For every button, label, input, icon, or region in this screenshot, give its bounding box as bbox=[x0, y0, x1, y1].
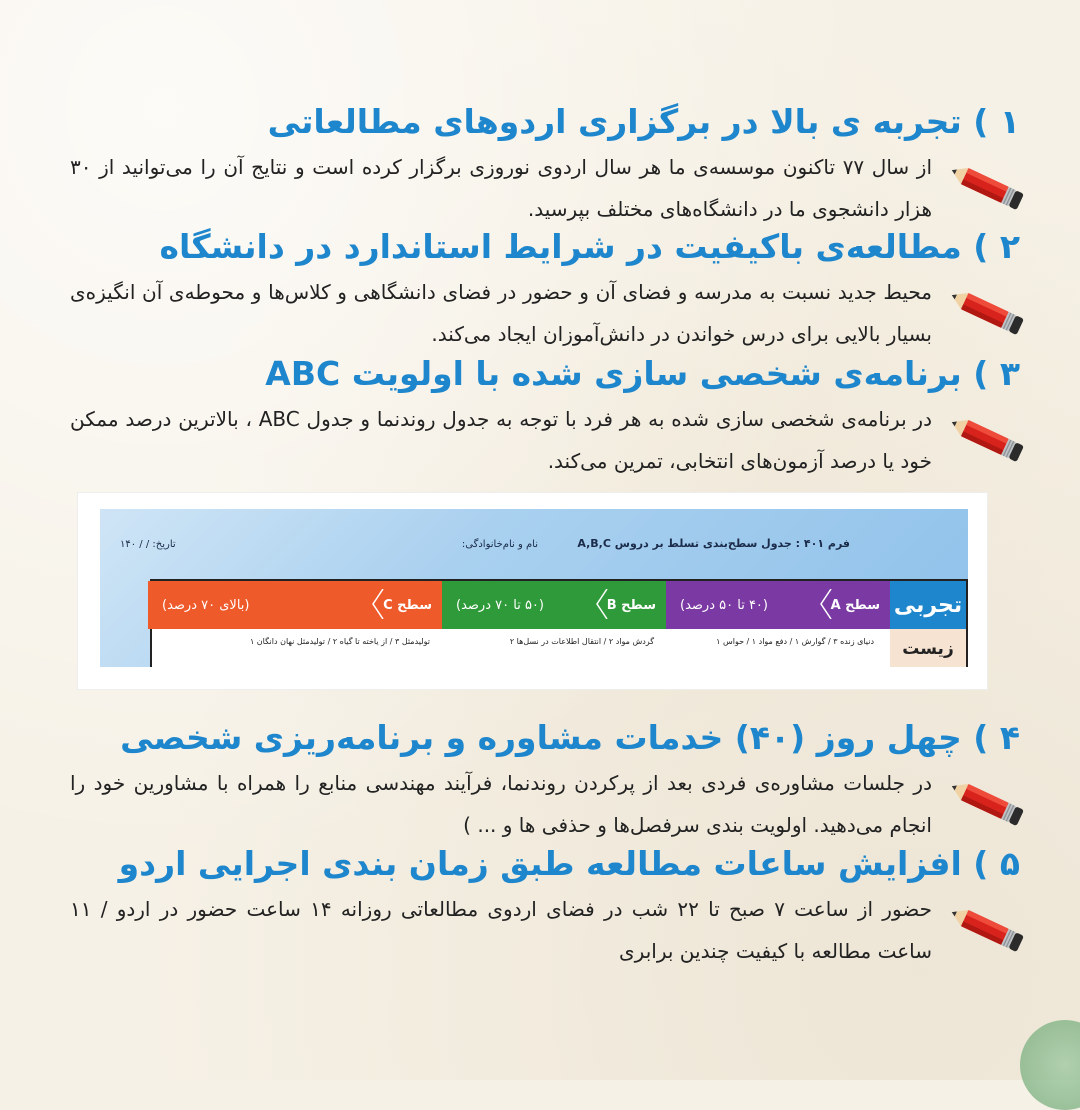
section-1-heading bbox=[70, 100, 1020, 144]
pencil-icon bbox=[938, 398, 1020, 478]
section-2 bbox=[70, 225, 1020, 355]
table-student-name-label: نام و نام‌خانوادگی: bbox=[461, 539, 538, 550]
section-1 bbox=[70, 100, 1020, 230]
abc-table-image bbox=[78, 493, 987, 689]
section-3-number: ۳ ) bbox=[973, 354, 1020, 393]
table-form-title: فرم ۴۰۱ : جدول سطح‌بندی تسلط بر دروس A,B,C bbox=[577, 537, 850, 550]
section-1-item bbox=[70, 146, 1020, 230]
table-cell-b: گردش مواد ۲ / انتقال اطلاعات در نسل‌ها ۲ bbox=[509, 637, 654, 646]
level-c-name: سطح C bbox=[383, 597, 432, 613]
section-1-title: تجربه ی بالا در برگزاری اردوهای مطالعاتی bbox=[267, 102, 962, 141]
section-3 bbox=[70, 352, 1020, 482]
table-header-info bbox=[100, 539, 968, 555]
level-a-name: سطح A bbox=[830, 597, 880, 613]
section-3-body: در برنامه‌ی شخصی سازی شده به هر فرد با توجه به جدول روندنما و جدول ABC ، بالاترین درصد ممکن خود یا درصد آزمون‌های انتخابی، تمرین می‌کند. bbox=[70, 407, 933, 473]
section-4-heading bbox=[70, 716, 1020, 760]
section-2-heading bbox=[70, 225, 1020, 269]
section-2-item bbox=[70, 271, 1020, 355]
section-3-heading bbox=[70, 352, 1020, 396]
table-cell-c: تولیدمثل ۳ / از یاخته تا گیاه ۲ / تولیدمثل نهان دانگان ۱ bbox=[249, 637, 430, 646]
table-date-label: تاریخ: / / ۱۴۰ bbox=[120, 539, 176, 550]
section-3-item bbox=[70, 398, 1020, 482]
table-subject-header: تجربی bbox=[890, 581, 966, 629]
table-cell-a: دنیای زنده ۳ / گوارش ۱ / دفع مواد ۱ / حواس ۱ bbox=[716, 637, 874, 646]
table-subject-row: زیست bbox=[890, 629, 966, 667]
section-2-title: مطالعه‌ی باکیفیت در شرایط استاندارد در دانشگاه bbox=[159, 227, 962, 266]
section-1-number: ۱ ) bbox=[973, 102, 1020, 141]
table-level-a-header bbox=[666, 581, 890, 629]
level-c-range: (بالای ۷۰ درصد) bbox=[162, 597, 250, 613]
section-5-number: ۵ ) bbox=[973, 844, 1020, 883]
level-a-range: (۴۰ تا ۵۰ درصد) bbox=[680, 597, 768, 613]
chevron-left-icon bbox=[372, 589, 384, 619]
chevron-left-icon bbox=[596, 589, 608, 619]
section-5-body: حضور از ساعت ۷ صبح تا ۲۲ شب در فضای اردوی مطالعاتی روزانه ۱۴ ساعت حضور در اردو / ۱۱ ساعت مطالعه با کیفیت چندین برابری bbox=[70, 897, 932, 963]
section-4-number: ۴ ) bbox=[973, 718, 1020, 757]
table-grid bbox=[150, 579, 968, 667]
section-2-body: محیط جدید نسبت به مدرسه و فضای آن و حضور در فضای دانشگاهی و کلاس‌ها و محوطه‌ی آن انگیزه‌ی بسیار بالایی برای درس خواندن در دانش‌آموزان ایجاد می‌کند. bbox=[70, 280, 932, 346]
table-level-b-header bbox=[442, 581, 666, 629]
chevron-left-icon bbox=[820, 589, 832, 619]
table-level-c-header bbox=[148, 581, 442, 629]
pencil-icon bbox=[938, 888, 1020, 968]
section-1-body: از سال ۷۷ تاکنون موسسه‌ی ما هر سال اردوی نوروزی برگزار کرده است و نتایج آن را می‌توانید از ۳۰ هزار دانشجوی ما در دانشگاه‌های مختلف بپرسید. bbox=[70, 155, 933, 221]
pencil-icon bbox=[938, 762, 1020, 842]
section-5 bbox=[70, 842, 1020, 972]
section-5-item bbox=[70, 888, 1020, 972]
pencil-icon bbox=[938, 146, 1020, 226]
abc-table bbox=[100, 509, 968, 667]
level-b-name: سطح B bbox=[606, 597, 656, 613]
section-3-title: برنامه‌ی شخصی سازی شده با اولویت ABC bbox=[265, 354, 962, 393]
level-b-range: (۵۰ تا ۷۰ درصد) bbox=[456, 597, 544, 613]
section-5-heading bbox=[70, 842, 1020, 886]
section-4-title: چهل روز (۴۰) خدمات مشاوره و برنامه‌ریزی شخصی bbox=[120, 718, 962, 757]
pencil-icon bbox=[938, 271, 1020, 351]
section-2-number: ۲ ) bbox=[973, 227, 1020, 266]
section-4-body: در جلسات مشاوره‌ی فردی بعد از پرکردن روندنما، فرآیند مهندسی منابع را همراه با مشاورین خود را انجام می‌دهید. اولویت بندی سرفصل‌ها و حذفی ها و ... ) bbox=[70, 771, 932, 837]
section-4-item bbox=[70, 762, 1020, 846]
section-4 bbox=[70, 716, 1020, 846]
section-5-title: افزایش ساعات مطالعه طبق زمان بندی اجرایی اردو bbox=[118, 844, 962, 883]
